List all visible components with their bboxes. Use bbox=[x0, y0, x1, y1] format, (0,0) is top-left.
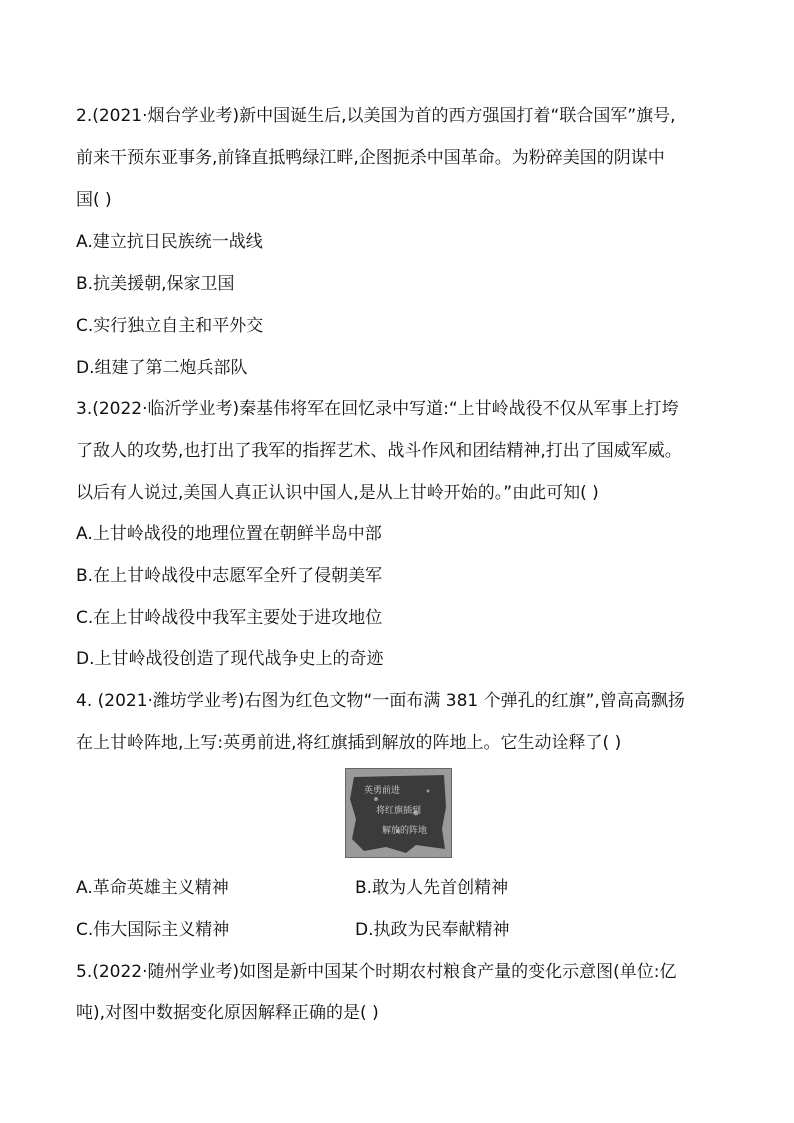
q3-option-d: D.上甘岭战役创造了现代战争史上的奇迹 bbox=[76, 649, 384, 669]
q3-stem-line-3: 以后有人说过,美国人真正认识中国人,是从上甘岭开始的。”由此可知( ) bbox=[76, 483, 599, 503]
q3-option-b: B.在上甘岭战役中志愿军全歼了侵朝美军 bbox=[76, 566, 383, 586]
q5-stem-line-2: 吨),对图中数据变化原因解释正确的是( ) bbox=[76, 1003, 379, 1023]
q2-option-a: A.建立抗日民族统一战线 bbox=[76, 232, 263, 252]
q2-option-c: C.实行独立自主和平外交 bbox=[76, 316, 264, 336]
q4-stem-line-1: 4. (2021·潍坊学业考)右图为红色文物“一面布满 381 个弹孔的红旗”,曾高高飘扬 bbox=[76, 691, 685, 711]
q2-option-d: D.组建了第二炮兵部队 bbox=[76, 358, 248, 378]
flag-inscription-2: 将红旗插到 bbox=[376, 806, 422, 816]
red-flag-photo bbox=[345, 768, 452, 858]
q2-stem-line-1: 2.(2021·烟台学业考)新中国诞生后,以美国为首的西方强国打着“联合国军”旗号, bbox=[76, 106, 676, 126]
q3-stem-line-1: 3.(2022·临沂学业考)秦基伟将军在回忆录中写道:“上甘岭战役不仅从军事上打垮 bbox=[76, 399, 679, 419]
red-flag-image bbox=[346, 769, 451, 857]
q4-option-d: D.执政为民奉献精神 bbox=[355, 920, 510, 940]
q4-option-a: A.革命英雄主义精神 bbox=[76, 878, 229, 898]
q3-option-c: C.在上甘岭战役中我军主要处于进攻地位 bbox=[76, 608, 383, 628]
q4-stem-line-2: 在上甘岭阵地,上写:英勇前进,将红旗插到解放的阵地上。它生动诠释了( ) bbox=[76, 733, 622, 753]
q2-stem-line-3: 国( ) bbox=[76, 190, 112, 210]
flag-inscription-3: 解放的阵地 bbox=[382, 826, 428, 836]
q2-stem-line-2: 前来干预东亚事务,前锋直抵鸭绿江畔,企图扼杀中国革命。为粉碎美国的阴谋中 bbox=[76, 148, 665, 168]
q3-option-a: A.上甘岭战役的地理位置在朝鲜半岛中部 bbox=[76, 524, 382, 544]
flag-inscription-1: 英勇前进 bbox=[364, 786, 401, 796]
q5-stem-line-1: 5.(2022·随州学业考)如图是新中国某个时期农村粮食产量的变化示意图(单位:亿 bbox=[76, 962, 677, 982]
q4-option-c: C.伟大国际主义精神 bbox=[76, 920, 230, 940]
q4-option-b: B.敢为人先首创精神 bbox=[355, 878, 509, 898]
q3-stem-line-2: 了敌人的攻势,也打出了我军的指挥艺术、战斗作风和团结精神,打出了国威军威。 bbox=[76, 441, 682, 461]
q2-option-b: B.抗美援朝,保家卫国 bbox=[76, 274, 235, 294]
